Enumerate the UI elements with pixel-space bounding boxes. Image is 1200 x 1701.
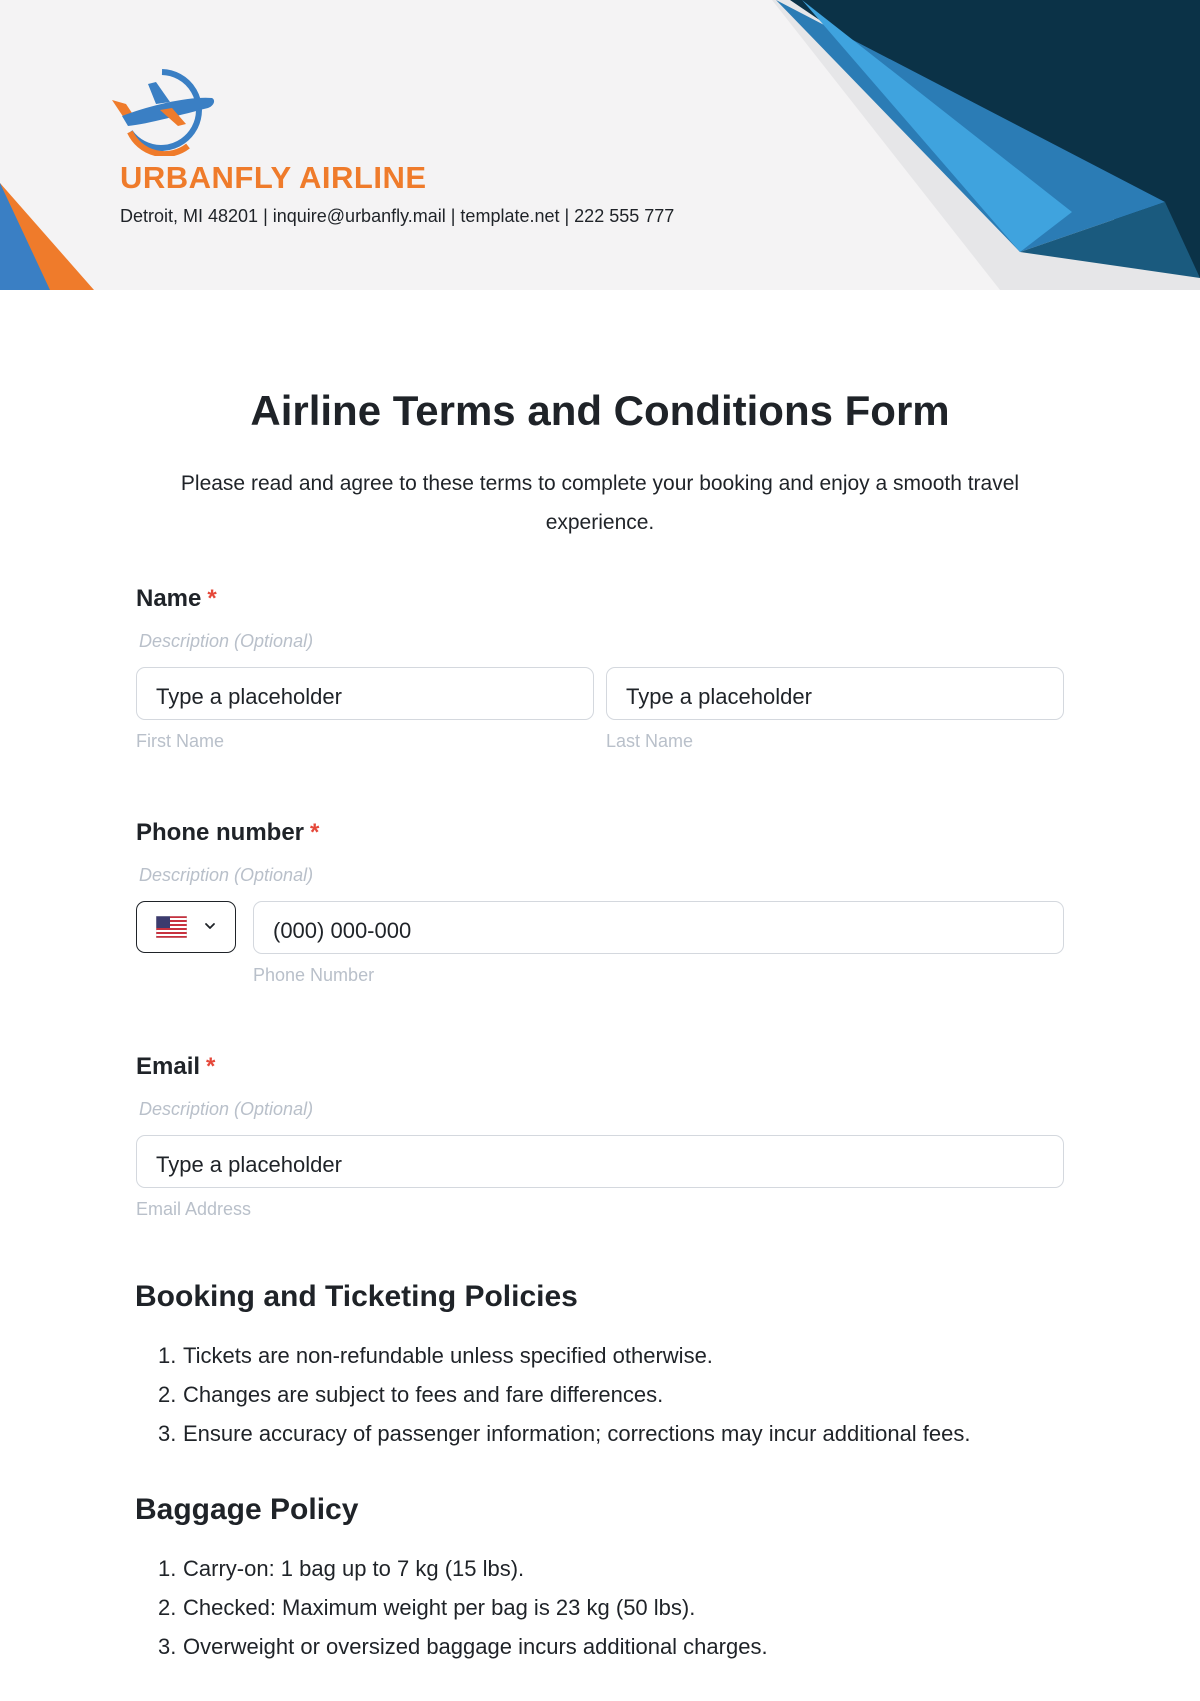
- list-item: [158, 1336, 971, 1375]
- list-number: 3.: [158, 1634, 177, 1659]
- name-label-text: Name: [136, 585, 202, 612]
- required-asterisk: *: [310, 819, 320, 846]
- phone-label: [136, 819, 319, 847]
- phone-description: Description (Optional): [139, 865, 314, 885]
- email-label: [136, 1053, 215, 1081]
- booking-policies-heading: Booking and Ticketing Policies: [135, 1280, 578, 1313]
- brand-name: URBANFLY AIRLINE: [120, 160, 427, 195]
- contact-line: Detroit, MI 48201 | inquire@urbanfly.mail | template.net | 222 555 777: [120, 206, 675, 226]
- airplane-logo-icon: [108, 66, 218, 156]
- list-item: [158, 1549, 768, 1588]
- email-description: Description (Optional): [139, 1099, 314, 1119]
- form-title: Airline Terms and Conditions Form: [250, 387, 950, 434]
- phone-label-text: Phone number: [136, 819, 305, 846]
- list-number: 3.: [158, 1421, 177, 1446]
- booking-policies-list: [158, 1336, 971, 1453]
- phone-number-input[interactable]: (000) 000-000: [253, 901, 1064, 954]
- required-asterisk: *: [206, 1053, 216, 1080]
- name-description: Description (Optional): [139, 631, 314, 651]
- list-number: 1.: [158, 1343, 177, 1368]
- list-number: 1.: [158, 1556, 177, 1581]
- header-banner: [0, 0, 1200, 290]
- email-label-text: Email: [136, 1053, 201, 1080]
- country-code-select[interactable]: [136, 901, 236, 953]
- baggage-policy-list: [158, 1549, 768, 1666]
- first-name-input[interactable]: Type a placeholder: [136, 667, 594, 720]
- us-flag-icon: [156, 916, 187, 938]
- baggage-policy-heading: Baggage Policy: [135, 1493, 359, 1526]
- list-item-text: Ensure accuracy of passenger information; corrections may incur additional fees.: [183, 1421, 971, 1446]
- first-name-sublabel: First Name: [136, 731, 225, 751]
- form-subtitle: Please read and agree to these terms to complete your booking and enjoy a smooth travel experience.: [180, 472, 1020, 534]
- email-sublabel: Email Address: [136, 1199, 252, 1219]
- last-name-sublabel: Last Name: [606, 731, 694, 751]
- name-label: [136, 585, 217, 613]
- list-item: [158, 1588, 768, 1627]
- list-item-text: Tickets are non-refundable unless specified otherwise.: [183, 1343, 713, 1368]
- phone-number-sublabel: Phone Number: [253, 965, 375, 985]
- last-name-input[interactable]: Type a placeholder: [606, 667, 1064, 720]
- list-number: 2.: [158, 1382, 177, 1407]
- list-number: 2.: [158, 1595, 177, 1620]
- list-item-text: Changes are subject to fees and fare differences.: [183, 1382, 664, 1407]
- list-item: [158, 1375, 971, 1414]
- email-input[interactable]: Type a placeholder: [136, 1135, 1064, 1188]
- list-item-text: Checked: Maximum weight per bag is 23 kg (50 lbs).: [183, 1595, 696, 1620]
- list-item: [158, 1627, 768, 1666]
- list-item-text: Carry-on: 1 bag up to 7 kg (15 lbs).: [183, 1556, 525, 1581]
- chevron-down-icon: [203, 919, 217, 933]
- list-item: [158, 1414, 971, 1453]
- list-item-text: Overweight or oversized baggage incurs additional charges.: [183, 1634, 768, 1659]
- required-asterisk: *: [207, 585, 217, 612]
